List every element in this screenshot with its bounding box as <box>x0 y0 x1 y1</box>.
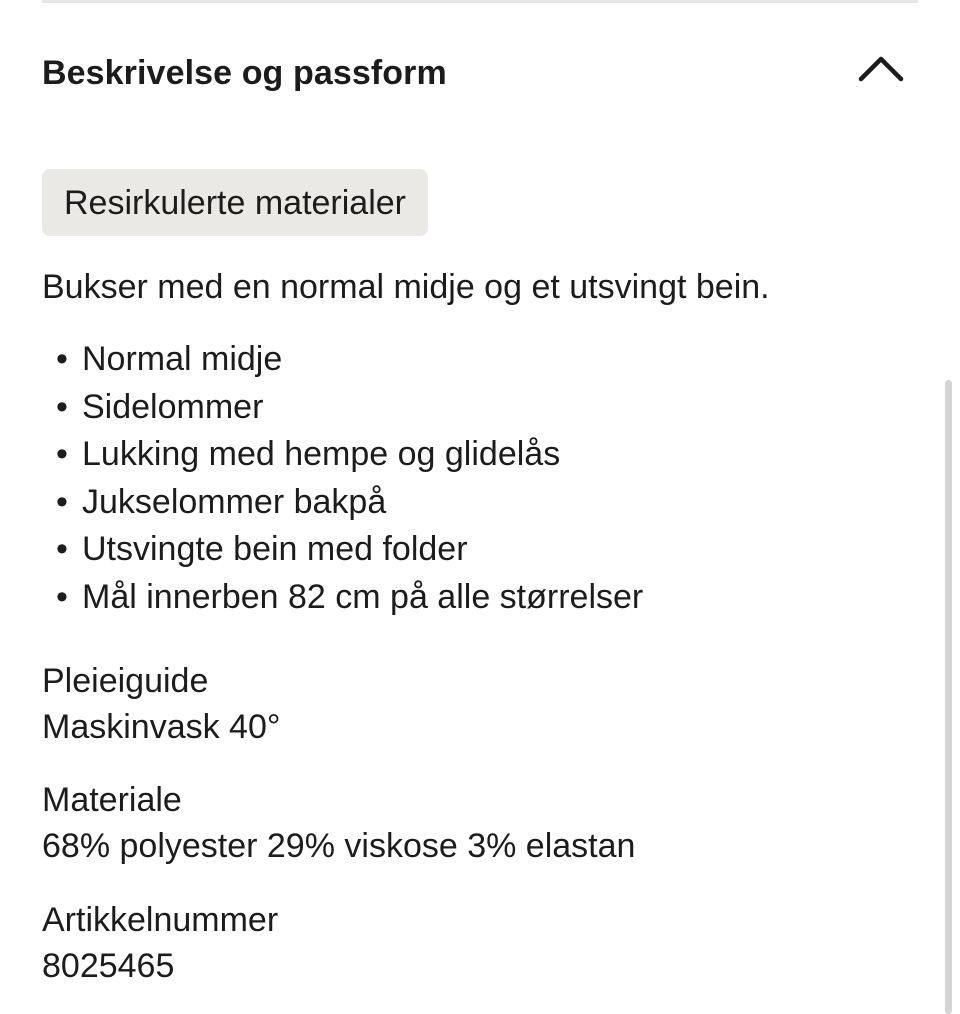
bullet-icon: • <box>56 340 68 378</box>
accordion-title: Beskrivelse og passform <box>42 54 447 92</box>
feature-text: Mål innerben 82 cm på alle størrelser <box>82 577 644 616</box>
feature-text: Normal midje <box>82 340 283 378</box>
list-item <box>56 336 643 384</box>
list-item <box>56 384 643 432</box>
bullet-icon: • <box>56 577 68 616</box>
care-guide-label: Pleieiguide <box>42 662 209 700</box>
article-number-label: Artikkelnummer <box>42 901 279 939</box>
recycled-materials-badge <box>42 169 428 236</box>
bullet-icon: • <box>56 482 68 521</box>
scrollbar[interactable] <box>945 380 952 1014</box>
list-item <box>56 574 643 622</box>
care-guide-value: Maskinvask 40° <box>42 708 281 746</box>
material-info <box>42 777 635 869</box>
material-value: 68% polyester 29% viskose 3% elastan <box>42 827 636 865</box>
bullet-icon: • <box>56 530 68 568</box>
top-divider <box>42 0 918 3</box>
list-item <box>56 479 643 527</box>
bullet-icon: • <box>56 435 68 473</box>
feature-text: Utsvingte bein med folder <box>82 530 468 568</box>
article-number <box>42 897 278 989</box>
feature-text: Jukselommer bakpå <box>82 482 387 521</box>
badge-label: Resirkulerte materialer <box>64 183 406 222</box>
accordion-header-description[interactable] <box>42 38 918 110</box>
chevron-up-icon[interactable] <box>858 52 904 84</box>
feature-text: Sidelommer <box>82 387 264 426</box>
article-number-value: 8025465 <box>42 947 175 985</box>
care-guide <box>42 658 280 750</box>
feature-list <box>56 336 643 621</box>
bullet-icon: • <box>56 387 68 426</box>
feature-text: Lukking med hempe og glidelås <box>82 435 561 473</box>
list-item <box>56 526 643 574</box>
material-label: Materiale <box>42 781 182 819</box>
list-item <box>56 431 643 479</box>
product-description: Bukser med en normal midje og et utsvingt bein. <box>42 268 770 306</box>
